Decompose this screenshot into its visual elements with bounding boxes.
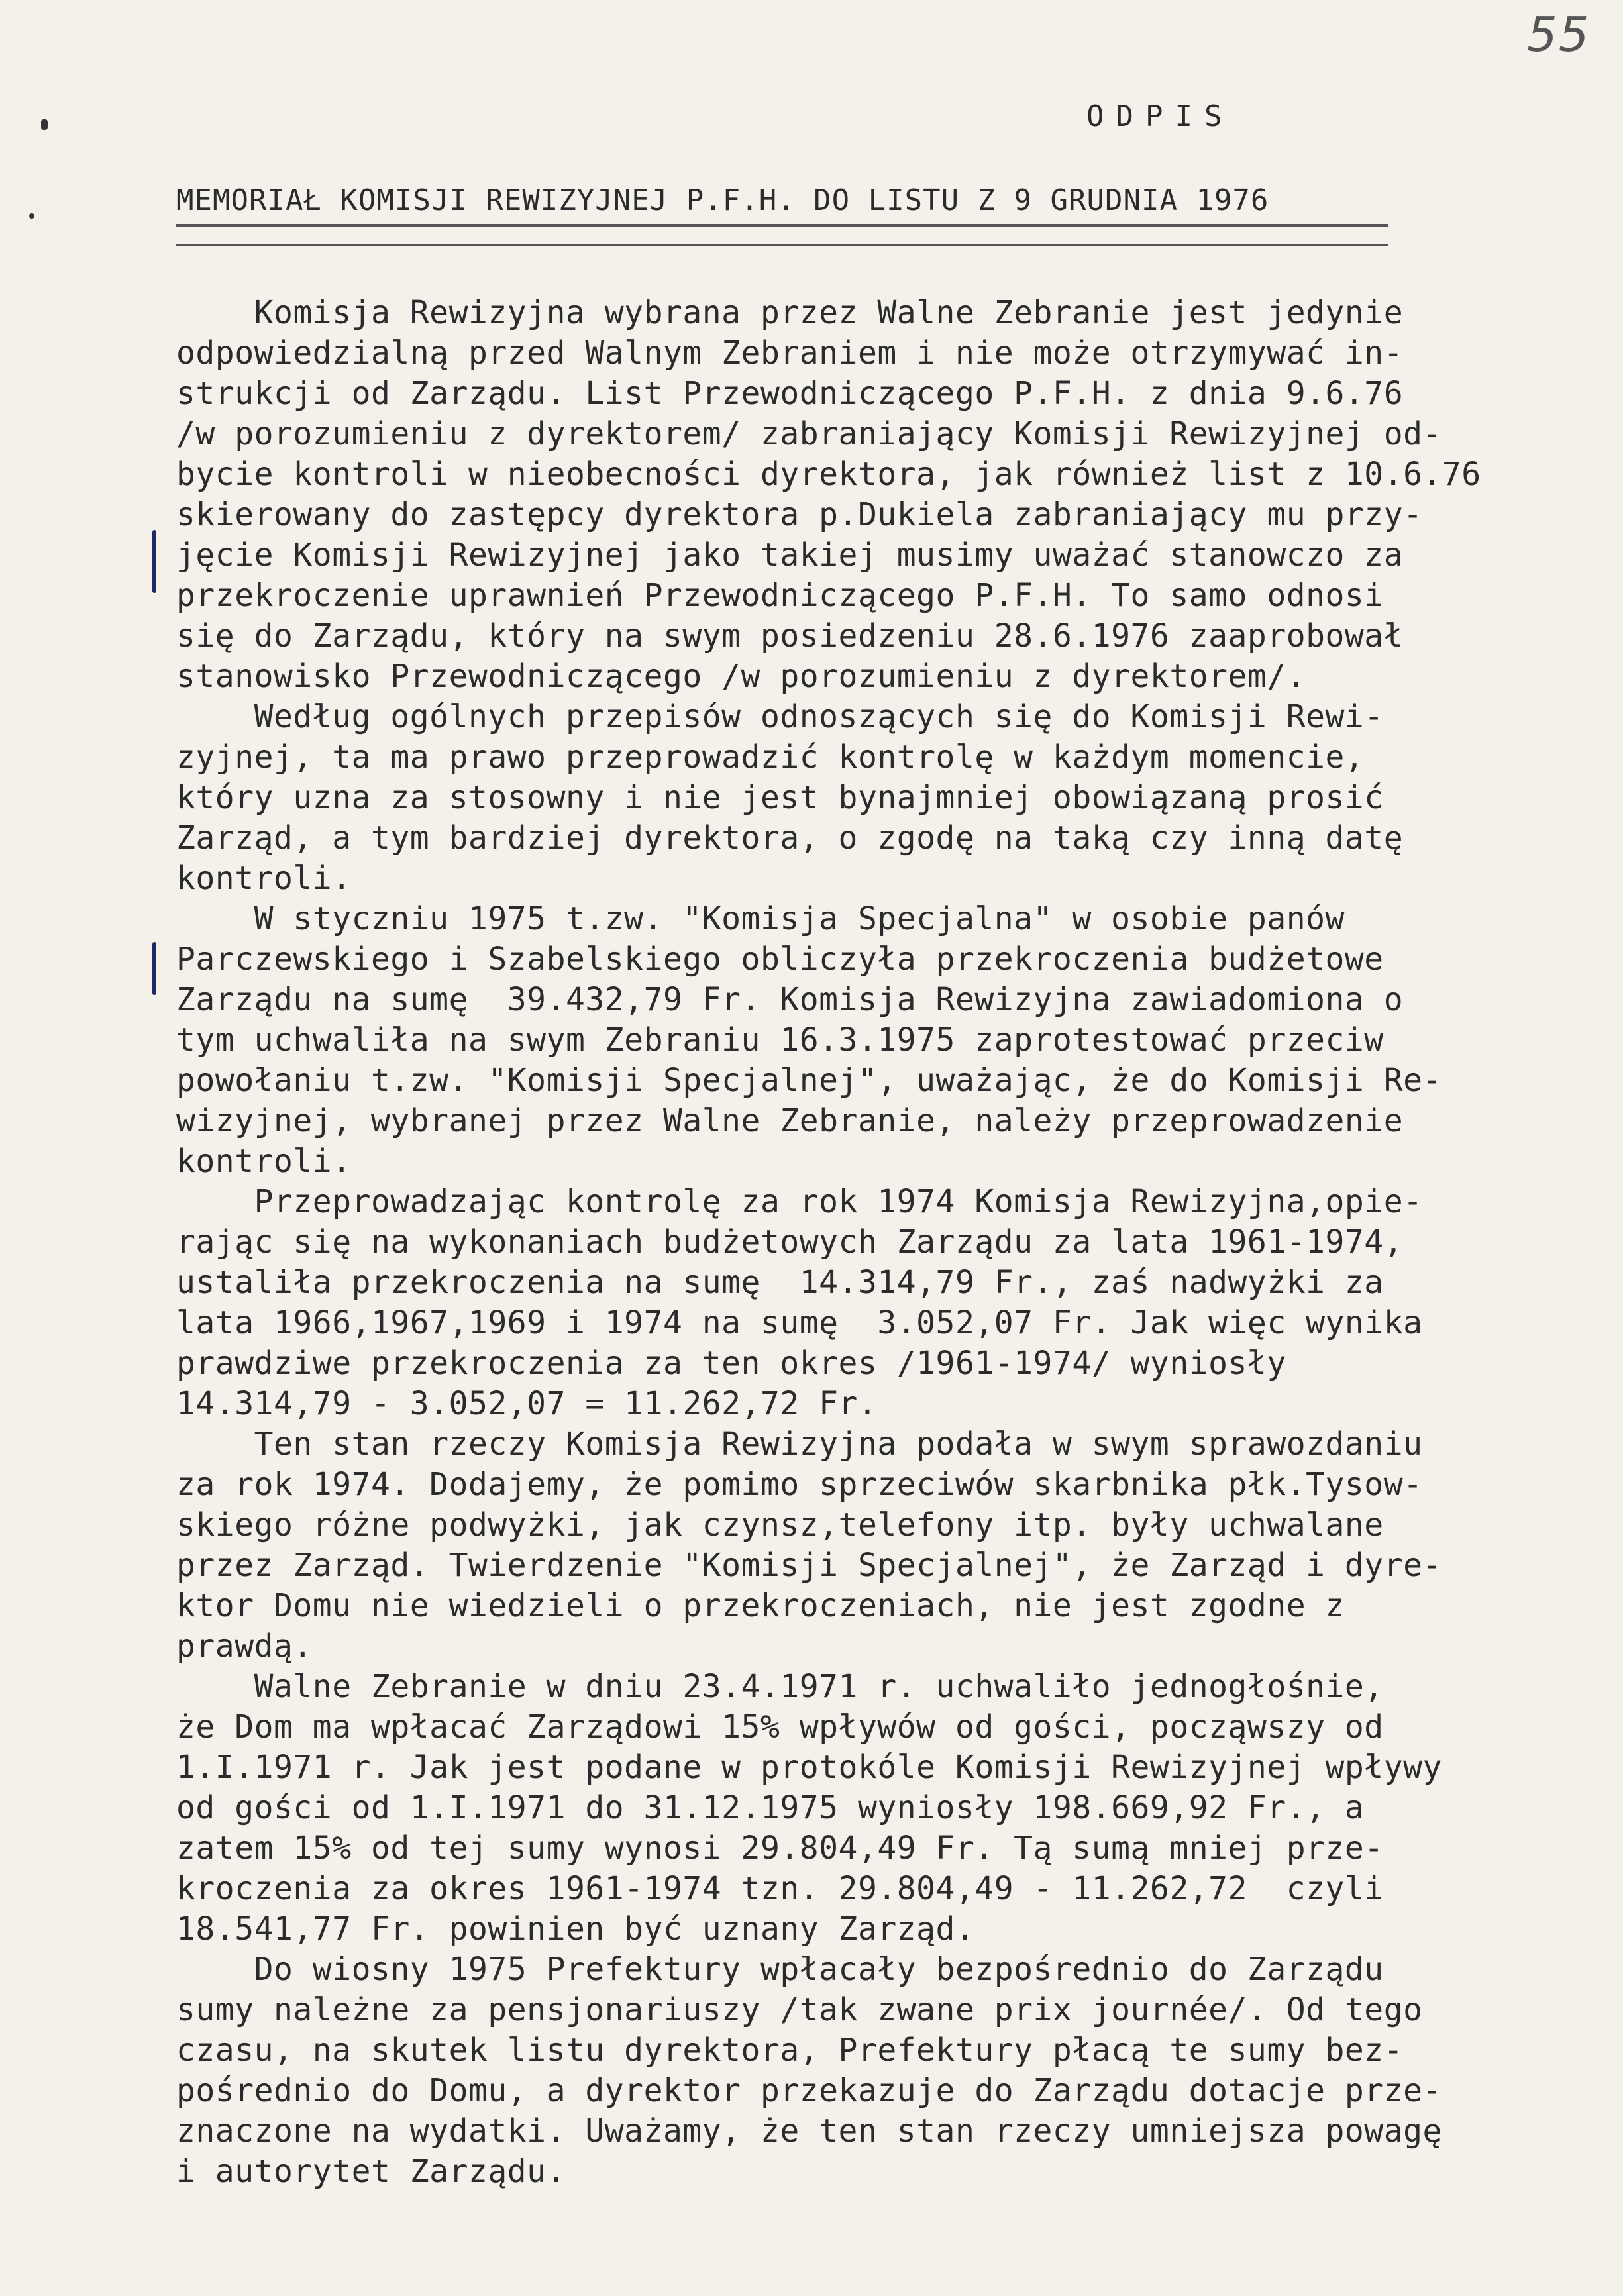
body-line: Ten stan rzeczy Komisja Rewizyjna podała w swym sprawozdaniu — [176, 1426, 1423, 1463]
body-line: rając się na wykonaniach budżetowych Zarządu za lata 1961-1974, — [176, 1224, 1404, 1261]
body-line: ustaliła przekroczenia na sumę 14.314,79 Fr., zaś nadwyżki za — [176, 1264, 1384, 1301]
body-line: pośrednio do Domu, a dyrektor przekazuje do Zarządu dotacje prze- — [176, 2072, 1442, 2109]
body-line: od gości od 1.I.1971 do 31.12.1975 wyniosły 198.669,92 Fr., a — [176, 1789, 1365, 1826]
document-title: MEMORIAŁ KOMISJI REWIZYJNEJ P.F.H. DO LISTU Z 9 GRUDNIA 1976 — [176, 183, 1269, 217]
page-number: 55 — [1527, 7, 1591, 62]
body-line: czasu, na skutek listu dyrektora, Prefektury płacą te sumy bez- — [176, 2032, 1404, 2069]
document-body — [176, 293, 1501, 2192]
body-line: kontroli. — [176, 860, 352, 897]
body-line: za rok 1974. Dodajemy, że pomimo sprzeciwów skarbnika płk.Tysow- — [176, 1466, 1423, 1503]
body-line: i autorytet Zarządu. — [176, 2153, 566, 2190]
body-line: wizyjnej, wybranej przez Walne Zebranie, należy przeprowadzenie — [176, 1102, 1404, 1139]
body-line: 18.541,77 Fr. powinien być uznany Zarząd. — [176, 1910, 975, 1948]
body-line: stanowisko Przewodniczącego /w porozumieniu z dyrektorem/. — [176, 658, 1306, 695]
body-line: ktor Domu nie wiedzieli o przekroczeniach, nie jest zgodne z — [176, 1587, 1345, 1624]
body-line: prawdziwe przekroczenia za ten okres /1961-1974/ wyniosły — [176, 1345, 1286, 1382]
body-line: przekroczenie uprawnień Przewodniczącego P.F.H. To samo odnosi — [176, 577, 1384, 614]
body-line: skierowany do zastępcy dyrektora p.Dukiela zabraniający mu przy- — [176, 496, 1423, 533]
margin-speck — [29, 213, 34, 219]
body-line: tym uchwaliła na swym Zebraniu 16.3.1975 zaprotestować przeciw — [176, 1021, 1384, 1059]
body-line: sumy należne za pensjonariuszy /tak zwane prix journée/. Od tego — [176, 1991, 1423, 2028]
body-line: 1.I.1971 r. Jak jest podane w protokóle Komisji Rewizyjnej wpływy — [176, 1749, 1442, 1786]
body-line: Zarządu na sumę 39.432,79 Fr. Komisja Rewizyjna zawiadomiona o — [176, 981, 1404, 1018]
body-line: że Dom ma wpłacać Zarządowi 15% wpływów od gości, począwszy od — [176, 1708, 1384, 1746]
body-line: Komisja Rewizyjna wybrana przez Walne Zebranie jest jedynie — [176, 294, 1404, 331]
body-line: Walne Zebranie w dniu 23.4.1971 r. uchwaliło jednogłośnie, — [176, 1668, 1384, 1705]
body-line: strukcji od Zarządu. List Przewodniczącego P.F.H. z dnia 9.6.76 — [176, 375, 1404, 412]
body-line: Do wiosny 1975 Prefektury wpłacały bezpośrednio do Zarządu — [176, 1951, 1384, 1988]
body-line: kroczenia za okres 1961-1974 tzn. 29.804,49 - 11.262,72 czyli — [176, 1870, 1384, 1907]
margin-mark-1 — [152, 530, 156, 593]
body-line: który uzna za stosowny i nie jest bynajmniej obowiązaną prosić — [176, 779, 1384, 816]
body-line: Według ogólnych przepisów odnoszących się do Komisji Rewi- — [176, 698, 1384, 735]
body-line: kontroli. — [176, 1143, 352, 1180]
body-line: odpowiedzialną przed Walnym Zebraniem i nie może otrzymywać in- — [176, 335, 1404, 372]
body-line: skiego różne podwyżki, jak czynsz,telefony itp. były uchwalane — [176, 1506, 1384, 1543]
body-line: Zarząd, a tym bardziej dyrektora, o zgodę na taką czy inną datę — [176, 819, 1404, 857]
body-line: znaczone na wydatki. Uważamy, że ten stan rzeczy umniejsza powagę — [176, 2113, 1442, 2150]
body-line: Przeprowadzając kontrolę za rok 1974 Komisja Rewizyjna,opie- — [176, 1183, 1423, 1220]
document-label: ODPIS — [1086, 99, 1234, 133]
margin-mark-2 — [152, 942, 156, 995]
body-line: prawdą. — [176, 1628, 313, 1665]
body-line: lata 1966,1967,1969 i 1974 na sumę 3.052,07 Fr. Jak więc wynika — [176, 1304, 1423, 1341]
body-line: się do Zarządu, który na swym posiedzeniu 28.6.1976 zaaprobował — [176, 617, 1404, 654]
margin-dot-top — [41, 119, 48, 130]
body-line: powołaniu t.zw. "Komisji Specjalnej", uważając, że do Komisji Re- — [176, 1062, 1442, 1099]
body-line: przez Zarząd. Twierdzenie "Komisji Specjalnej", że Zarząd i dyre- — [176, 1547, 1442, 1584]
body-line: 14.314,79 - 3.052,07 = 11.262,72 Fr. — [176, 1385, 878, 1422]
title-double-underline — [176, 224, 1388, 246]
body-line: jęcie Komisji Rewizyjnej jako takiej musimy uważać stanowczo za — [176, 537, 1404, 574]
body-line: Parczewskiego i Szabelskiego obliczyła przekroczenia budżetowe — [176, 941, 1384, 978]
body-line: zyjnej, ta ma prawo przeprowadzić kontrolę w każdym momencie, — [176, 739, 1365, 776]
body-line: bycie kontroli w nieobecności dyrektora, jak również list z 10.6.76 — [176, 456, 1481, 493]
body-line: W styczniu 1975 t.zw. "Komisja Specjalna" w osobie panów — [176, 900, 1345, 937]
body-line: zatem 15% od tej sumy wynosi 29.804,49 Fr. Tą sumą mniej prze- — [176, 1830, 1384, 1867]
body-line: /w porozumieniu z dyrektorem/ zabraniający Komisji Rewizyjnej od- — [176, 415, 1442, 452]
